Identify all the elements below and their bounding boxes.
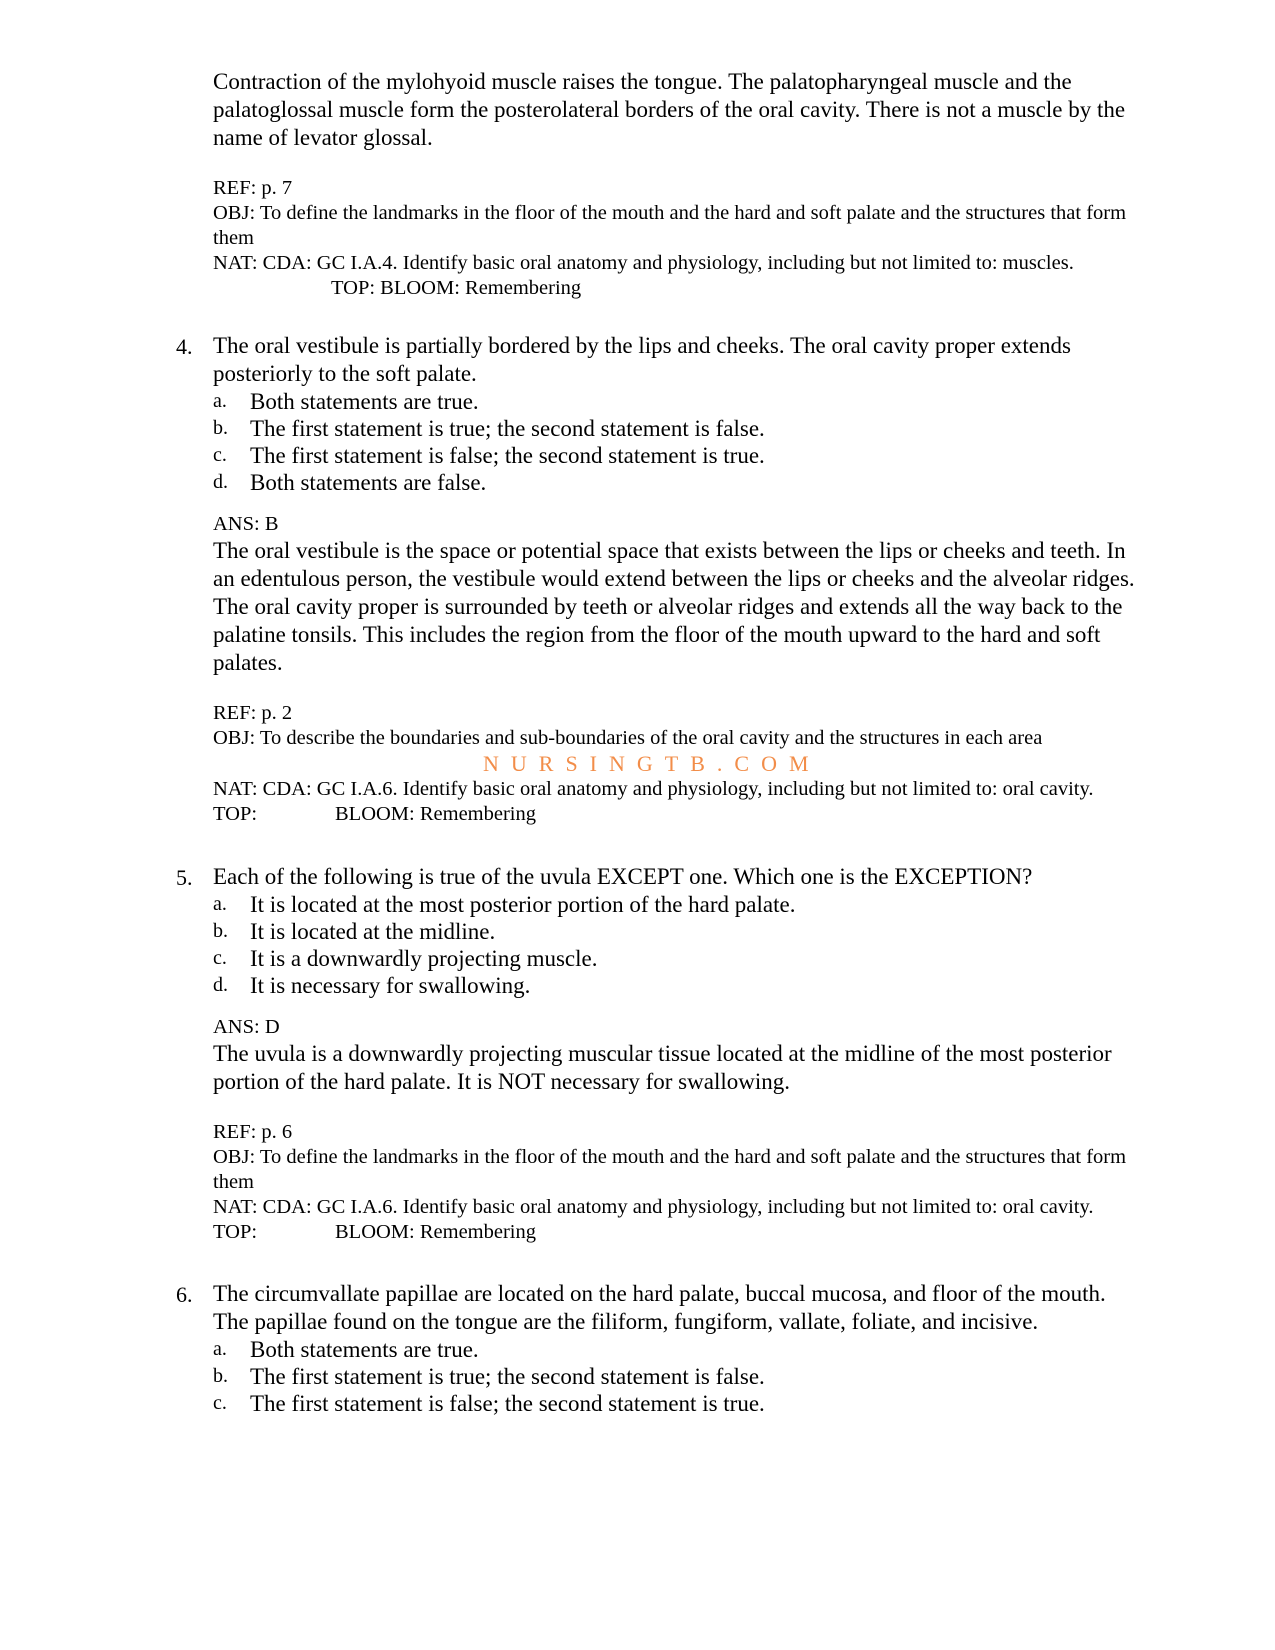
answer-option (213, 945, 1143, 972)
answer-option (213, 415, 1143, 442)
answer-option (213, 1363, 1143, 1390)
option-letter: d. (213, 471, 228, 493)
answer-option (213, 1336, 1143, 1363)
obj: OBJ: To describe the boundaries and sub-boundaries of the oral cavity and the structures in each area (213, 727, 1043, 749)
ref: REF: p. 2 (213, 702, 293, 724)
answer-option (213, 918, 1143, 945)
answer-option (213, 891, 1143, 918)
question-stem: Each of the following is true of the uvula EXCEPT one. Which one is the EXCEPTION? (213, 864, 1033, 889)
option-text: The first statement is true; the second statement is false. (250, 416, 765, 441)
option-letter: a. (213, 1338, 227, 1360)
option-letter: a. (213, 893, 227, 915)
option-text: The first statement is false; the second statement is true. (250, 1391, 765, 1416)
question-number: 5. (176, 865, 193, 890)
question-4 (213, 332, 1143, 827)
question-stem: The circumvallate papillae are located on the hard palate, buccal mucosa, and floor of the mouth. The papillae found on the tongue are the filiform, fungiform, vallate, foliate, and incisive. (213, 1281, 1106, 1334)
answer-option (213, 972, 1143, 999)
option-text: Both statements are false. (250, 470, 487, 495)
option-letter: b. (213, 1365, 228, 1387)
question-stem: The oral vestibule is partially bordered by the lips and cheeks. The oral cavity proper extends posteriorly to the soft palate. (213, 333, 1071, 386)
question-6 (213, 1280, 1143, 1417)
nat: NAT: CDA: GC I.A.6. Identify basic oral anatomy and physiology, including but not limited to: oral cavity.TOP: BLOOM: Remembering (213, 778, 1094, 825)
option-letter: c. (213, 947, 227, 969)
q3-explanation (213, 68, 1143, 301)
option-letter: c. (213, 1392, 227, 1414)
answer-option (213, 1390, 1143, 1417)
option-text: Both statements are true. (250, 389, 479, 414)
option-text: It is located at the midline. (250, 919, 496, 944)
nat: NAT: CDA: GC I.A.4. Identify basic oral anatomy and physiology, including but not limited to: muscles. TOP: BLOOM: Remembering (213, 252, 1074, 299)
obj: OBJ: To define the landmarks in the floor of the mouth and the hard and soft palate and the structures that form them (213, 202, 1127, 249)
nat: NAT: CDA: GC I.A.6. Identify basic oral anatomy and physiology, including but not limited to: oral cavity.TOP: BLOOM: Remembering (213, 1196, 1094, 1243)
ref: REF: p. 6 (213, 1121, 293, 1143)
watermark: NURSINGTB.COM (483, 751, 821, 776)
option-letter: c. (213, 444, 227, 466)
answer-key: ANS: B (213, 513, 279, 535)
option-text: It is located at the most posterior portion of the hard palate. (250, 892, 796, 917)
answer-key: ANS: D (213, 1016, 280, 1038)
rationale: The oral vestibule is the space or potential space that exists between the lips or cheeks and teeth. In an edentulous person, the vestibule would extend between the lips or cheeks and the alveolar ridges. The oral cavity proper is surrounded by teeth or alveolar ridges and extends all the way back to the palatine tonsils. This includes the region from the floor of the mouth upward to the hard and soft palates. (213, 538, 1135, 675)
answer-option (213, 442, 1143, 469)
option-letter: b. (213, 920, 228, 942)
option-letter: a. (213, 390, 227, 412)
ref: REF: p. 7 (213, 177, 293, 199)
option-text: It is a downwardly projecting muscle. (250, 946, 598, 971)
option-text: The first statement is true; the second statement is false. (250, 1364, 765, 1389)
answer-option (213, 388, 1143, 415)
question-number: 6. (176, 1282, 193, 1307)
answer-option (213, 469, 1143, 496)
rationale: Contraction of the mylohyoid muscle raises the tongue. The palatopharyngeal muscle and the palatoglossal muscle form the posterolateral borders of the oral cavity. There is not a muscle by the name of levator glossal. (213, 69, 1126, 150)
question-number: 4. (176, 334, 193, 359)
option-letter: b. (213, 417, 228, 439)
option-text: The first statement is false; the second statement is true. (250, 443, 765, 468)
option-letter: d. (213, 974, 228, 996)
option-text: Both statements are true. (250, 1337, 479, 1362)
rationale: The uvula is a downwardly projecting muscular tissue located at the midline of the most posterior portion of the hard palate. It is NOT necessary for swallowing. (213, 1041, 1112, 1094)
question-5 (213, 863, 1143, 1245)
obj: OBJ: To define the landmarks in the floor of the mouth and the hard and soft palate and the structures that form them (213, 1146, 1127, 1193)
option-text: It is necessary for swallowing. (250, 973, 531, 998)
